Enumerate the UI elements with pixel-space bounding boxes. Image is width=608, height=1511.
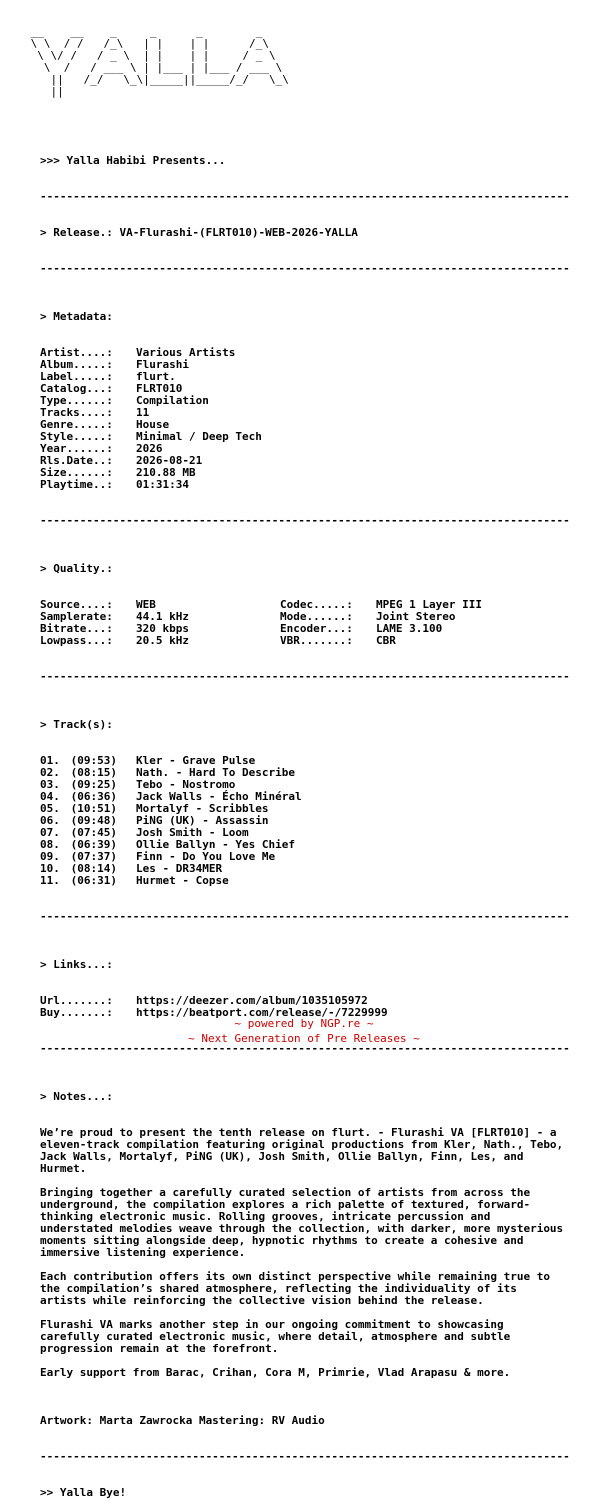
- link-url[interactable]: https://beatport.com/release/-/7229999: [136, 1006, 388, 1019]
- metadata-value: 210.88 MB: [136, 466, 196, 479]
- metadata-row: [40, 479, 608, 491]
- track-title: Nath. - Hard To Describe: [136, 766, 295, 779]
- link-key: Buy.......:: [40, 1006, 113, 1019]
- quality-key: Source....:: [40, 598, 113, 611]
- metadata-row: [40, 383, 608, 395]
- metadata-row: [40, 371, 608, 383]
- track-duration: (09:25): [64, 778, 117, 791]
- quality-value: LAME 3.100: [376, 622, 443, 635]
- metadata-heading: > Metadata:: [40, 310, 113, 323]
- track-title: Tebo - Nostromo: [136, 778, 236, 791]
- metadata-row: [40, 359, 608, 371]
- quality-value: 44.1 kHz: [136, 610, 189, 623]
- notes-paragraph: Early support from Barac, Crihan, Cora M, Primrie, Vlad Arapasu & more.: [40, 1366, 511, 1379]
- metadata-value: 2026: [136, 442, 163, 455]
- track-row: [40, 851, 608, 863]
- metadata-row: [40, 455, 608, 467]
- divider: [40, 191, 608, 203]
- footer-tagline: ~ Next Generation of Pre Releases ~: [188, 1032, 420, 1045]
- metadata-key: Rls.Date..:: [40, 454, 113, 467]
- track-row: [40, 839, 608, 851]
- credits-line: Artwork: Marta Zawrocka Mastering: RV Audio: [40, 1414, 325, 1427]
- metadata-row: [40, 467, 608, 479]
- quality-key: Mode......:: [280, 610, 353, 623]
- notes-heading: > Notes...:: [40, 1090, 113, 1103]
- track-duration: (06:36): [64, 790, 117, 803]
- metadata-key: Catalog...:: [40, 382, 113, 395]
- metadata-row: [40, 395, 608, 407]
- link-key: Url.......:: [40, 994, 113, 1007]
- track-row: [40, 875, 608, 887]
- divider: [40, 263, 608, 275]
- nfo-content: [40, 131, 608, 1511]
- track-title: Mortalyf - Scribbles: [136, 802, 269, 815]
- track-duration: (07:37): [64, 850, 117, 863]
- yalla-ascii-logo: __ __ _ _ _ _ \ \ / / /_\ | | | | /_\ \ \/ / / _ \ | | | | / _ \ \ / / ___ \ | |___ | |___ / ___ \ || /_/ \_\|_____||_____/_/ \_\ ||: [30, 25, 289, 98]
- metadata-key: Genre.....:: [40, 418, 113, 431]
- metadata-value: 2026-08-21: [136, 454, 203, 467]
- track-duration: (09:48): [64, 814, 117, 827]
- quality-value: Joint Stereo: [376, 610, 456, 623]
- track-number: 03.: [40, 778, 60, 791]
- outro-line: >> Yalla Bye!: [40, 1486, 127, 1499]
- track-row: [40, 779, 608, 791]
- metadata-row: [40, 431, 608, 443]
- track-row: [40, 863, 608, 875]
- metadata-key: Size......:: [40, 466, 113, 479]
- track-title: Kler - Grave Pulse: [136, 754, 256, 767]
- intro-line: >>> Yalla Habibi Presents...: [40, 154, 226, 167]
- notes-body: [40, 1127, 608, 1379]
- track-row: [40, 803, 608, 815]
- divider: [40, 671, 608, 683]
- track-title: Les - DR34MER: [136, 862, 223, 875]
- metadata-key: Style.....:: [40, 430, 113, 443]
- quality-value: 320 kbps: [136, 622, 189, 635]
- track-list: [40, 755, 608, 887]
- quality-value: CBR: [376, 634, 396, 647]
- metadata-value: 01:31:34: [136, 478, 189, 491]
- divider: [40, 911, 608, 923]
- track-duration: (09:53): [64, 754, 117, 767]
- metadata-value: FLRT010: [136, 382, 183, 395]
- metadata-value: Compilation: [136, 394, 209, 407]
- track-number: 02.: [40, 766, 60, 779]
- metadata-row: [40, 419, 608, 431]
- track-number: 01.: [40, 754, 60, 767]
- divider: [40, 1451, 608, 1463]
- notes-paragraph: Flurashi VA marks another step in our ongoing commitment to showcasing carefully curated electronic music, where detail, atmosphere and subtle progression remain at the forefront.: [40, 1318, 511, 1355]
- track-title: Josh Smith - Loom: [136, 826, 249, 839]
- footer-powered-by: ~ powered by NGP.re ~: [234, 1017, 374, 1030]
- track-row: [40, 827, 608, 839]
- track-title: Finn - Do You Love Me: [136, 850, 276, 863]
- track-title: Ollie Ballyn - Yes Chief: [136, 838, 295, 851]
- quality-value: WEB: [136, 598, 156, 611]
- quality-key: Lowpass...:: [40, 634, 113, 647]
- metadata-key: Tracks....:: [40, 406, 113, 419]
- track-number: 07.: [40, 826, 60, 839]
- quality-key: Encoder...:: [280, 622, 353, 635]
- track-row: [40, 815, 608, 827]
- metadata-row: [40, 443, 608, 455]
- track-duration: (08:15): [64, 766, 117, 779]
- track-number: 08.: [40, 838, 60, 851]
- track-duration: (08:14): [64, 862, 117, 875]
- track-title: Hurmet - Copse: [136, 874, 229, 887]
- metadata-key: Label.....:: [40, 370, 113, 383]
- quality-key: Bitrate...:: [40, 622, 113, 635]
- metadata-value: House: [136, 418, 170, 431]
- track-duration: (06:31): [64, 874, 117, 887]
- metadata-key: Album.....:: [40, 358, 113, 371]
- quality-key: VBR.......:: [280, 634, 353, 647]
- quality-list: [40, 599, 608, 647]
- metadata-list: [40, 347, 608, 491]
- quality-value: 20.5 kHz: [136, 634, 189, 647]
- metadata-value: 11: [136, 406, 150, 419]
- track-number: 06.: [40, 814, 60, 827]
- metadata-key: Playtime..:: [40, 478, 113, 491]
- notes-paragraph: We’re proud to present the tenth release on flurt. - Flurashi VA [FLRT010] - a eleven-track compilation featuring original productions from Kler, Nath., Tebo, Jack Walls, Mortalyf, PiNG (UK), Josh Smith, Ollie Ballyn, Finn, Les, and Hurmet.: [40, 1126, 564, 1175]
- track-title: PiNG (UK) - Assassin: [136, 814, 269, 827]
- track-row: [40, 755, 608, 767]
- track-title: Jack Walls - Écho Minéral: [136, 790, 302, 803]
- link-url[interactable]: https://deezer.com/album/1035105972: [136, 994, 368, 1007]
- metadata-row: [40, 347, 608, 359]
- notes-paragraph: Bringing together a carefully curated selection of artists from across the underground, the compilation explores a rich palette of textured, forward-thinking electronic music. Rolling grooves, intricate percussion and understated melodies weave through the collection, with darker, more mysterious moments sitting alongside deep, hypnotic rhythms to create a cohesive and immersive listening experience.: [40, 1186, 564, 1259]
- quality-key: Samplerate:: [40, 610, 113, 623]
- track-duration: (10:51): [64, 802, 117, 815]
- metadata-key: Type......:: [40, 394, 113, 407]
- quality-row: [40, 635, 608, 647]
- track-number: 04.: [40, 790, 60, 803]
- track-number: 05.: [40, 802, 60, 815]
- track-number: 10.: [40, 862, 60, 875]
- metadata-row: [40, 407, 608, 419]
- track-row: [40, 791, 608, 803]
- track-row: [40, 767, 608, 779]
- metadata-value: flurt.: [136, 370, 176, 383]
- tracks-heading: > Track(s):: [40, 718, 113, 731]
- release-line: > Release.: VA-Flurashi-(FLRT010)-WEB-2026-YALLA: [40, 226, 358, 239]
- quality-value: MPEG 1 Layer III: [376, 598, 482, 611]
- footer: [0, 1016, 608, 1046]
- track-number: 09.: [40, 850, 60, 863]
- metadata-key: Year......:: [40, 442, 113, 455]
- quality-key: Codec.....:: [280, 598, 353, 611]
- metadata-key: Artist....:: [40, 346, 113, 359]
- metadata-value: Flurashi: [136, 358, 189, 371]
- quality-heading: > Quality.:: [40, 562, 113, 575]
- track-number: 11.: [40, 874, 60, 887]
- links-heading: > Links...:: [40, 958, 113, 971]
- notes-paragraph: Each contribution offers its own distinct perspective while remaining true to the compilation’s shared atmosphere, reflecting the individuality of its artists while reinforcing the collective vision behind the release.: [40, 1270, 550, 1307]
- track-duration: (07:45): [64, 826, 117, 839]
- metadata-value: Various Artists: [136, 346, 236, 359]
- divider: [40, 515, 608, 527]
- metadata-value: Minimal / Deep Tech: [136, 430, 262, 443]
- track-duration: (06:39): [64, 838, 117, 851]
